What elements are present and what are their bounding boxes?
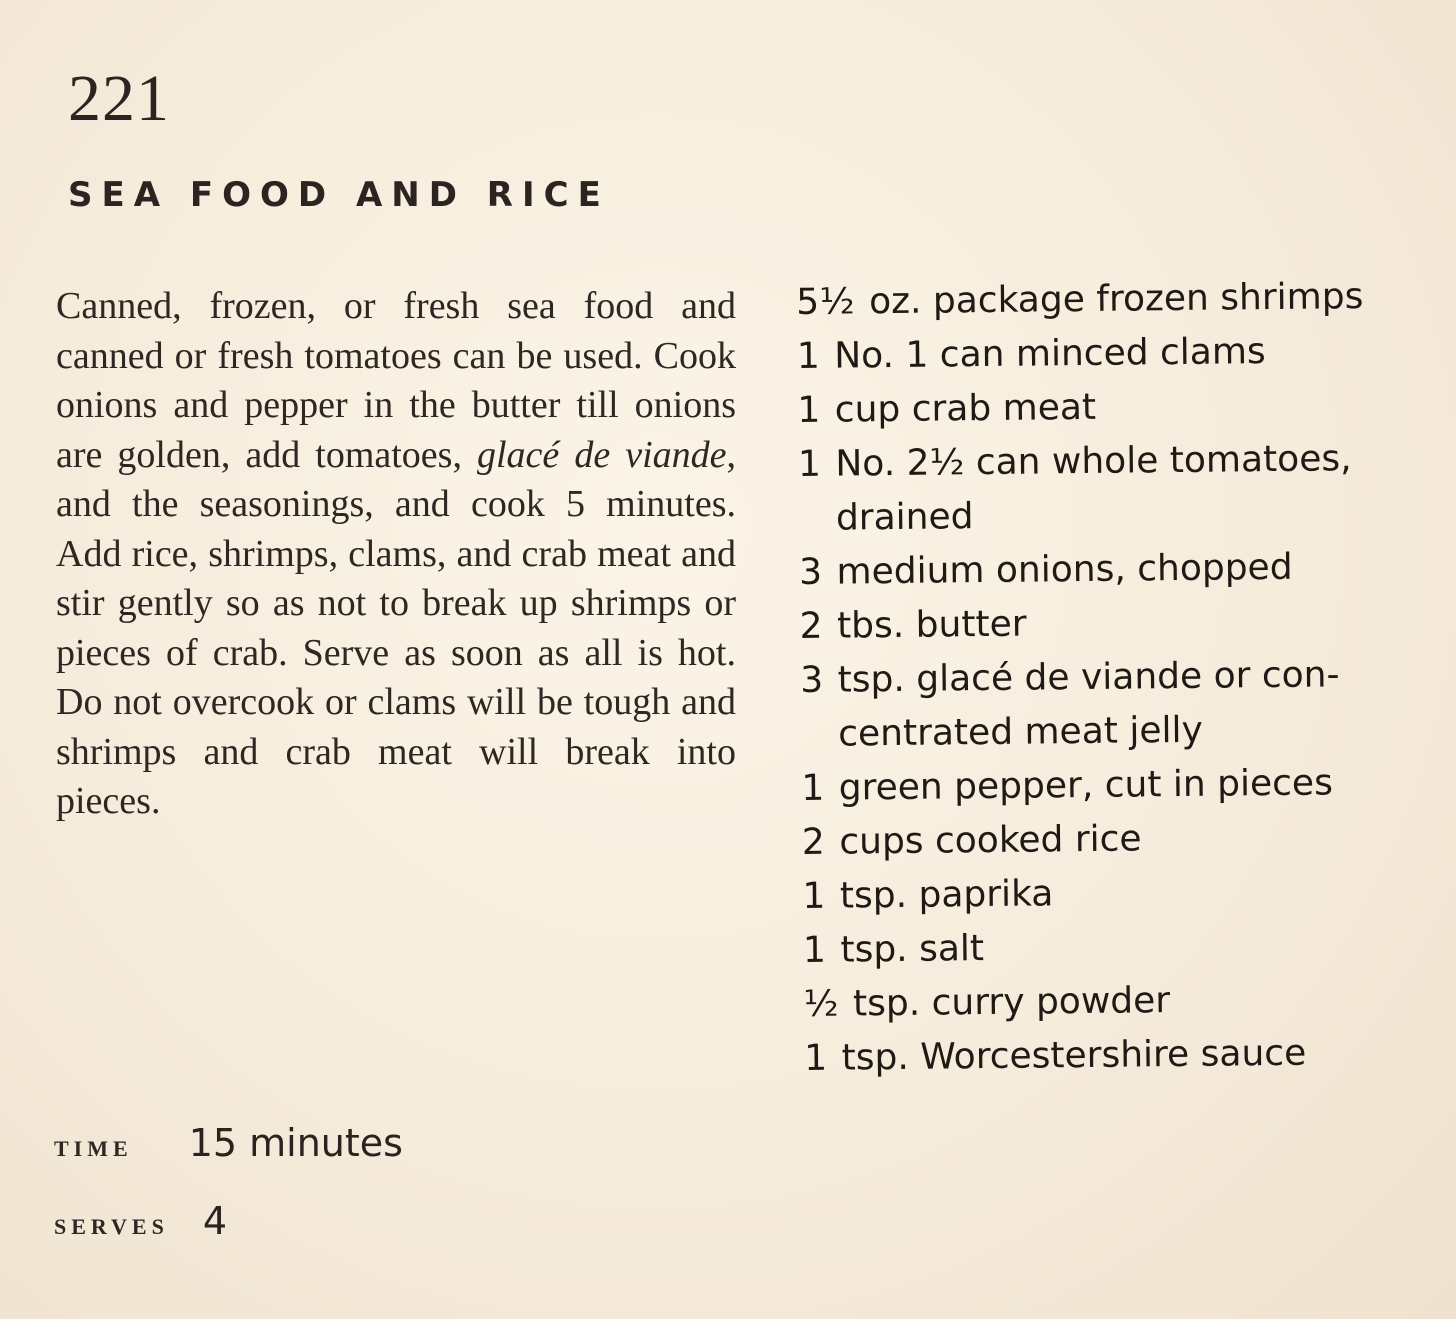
ingredient-description: tsp. glacé de viande or con-centrated meat jelly [837,654,1340,755]
ingredient-quantity: 2 [799,605,824,647]
time-label: TIME [54,1136,133,1161]
ingredient-item [803,971,1444,1032]
ingredient-item [799,593,1440,654]
recipe-title: SEA FOOD AND RICE [68,175,610,215]
time-row [54,1121,403,1165]
ingredient-item [803,917,1444,978]
ingredient-quantity: 3 [798,551,823,593]
ingredient-description: oz. package frozen shrimps [868,276,1364,323]
ingredient-description: tbs. butter [836,603,1027,647]
serves-value: 4 [202,1199,228,1243]
time-value: 15 minutes [188,1121,403,1165]
serves-label: SERVES [54,1214,169,1239]
ingredient-description: tsp. curry powder [852,980,1171,1025]
ingredient-quantity: 1 [802,875,827,917]
page-number: 221 [68,62,170,135]
ingredient-quantity: ½ [803,983,840,1025]
ingredient-item [802,863,1443,924]
ingredient-item [796,269,1437,330]
ingredient-item [800,647,1441,762]
ingredient-quantity: 1 [797,389,822,431]
ingredient-description: medium onions, chopped [836,546,1293,593]
ingredient-quantity: 1 [803,1037,828,1079]
ingredient-quantity: 1 [801,767,825,809]
ingredient-description: No. 2½ can whole tomatoes, drained [835,438,1352,539]
serves-row [54,1199,228,1243]
ingredient-quantity: 1 [797,443,822,485]
recipe-method [56,282,736,827]
ingredient-description: tsp. salt [840,928,985,971]
ingredient-item [799,539,1440,600]
ingredient-description: cup crab meat [834,386,1097,431]
ingredient-item [797,377,1438,438]
ingredient-description: green pepper, cut in pieces [838,762,1334,809]
method-text-rest: , and the seasonings, and cook 5 minutes. Add rice, shrimps, clams, and crab meat and stir gently so as not to break up shrimps or pieces of crab. Serve as soon as all is hot. Do not overcook or clams will be tough and shrimps and crab meat will break into pieces. [56,433,737,822]
ingredient-quantity: 3 [800,659,824,701]
ingredient-description: cups cooked rice [839,818,1142,863]
ingredient-item [801,755,1442,816]
ingredient-description: tsp. Worcestershire sauce [841,1032,1307,1079]
ingredient-item [804,1025,1445,1086]
ingredient-item [797,323,1438,384]
ingredient-quantity: 5½ [796,281,856,323]
ingredient-item [798,431,1439,546]
ingredient-quantity: 2 [801,821,826,863]
method-text-intro: Canned, frozen, or fresh sea food and canned or fresh tomatoes can be used. Cook onions and pepper in the butter till onions are golden, add tomatoes, [56,285,736,476]
method-text-italic: glacé de viande [477,433,727,476]
method-paragraph [56,282,736,827]
ingredient-quantity: 1 [802,929,827,971]
ingredient-description: No. 1 can minced clams [834,331,1266,377]
ingredient-item [802,809,1443,870]
ingredient-description: tsp. paprika [839,873,1054,917]
ingredient-quantity: 1 [796,335,821,377]
ingredient-list [796,269,1444,1086]
